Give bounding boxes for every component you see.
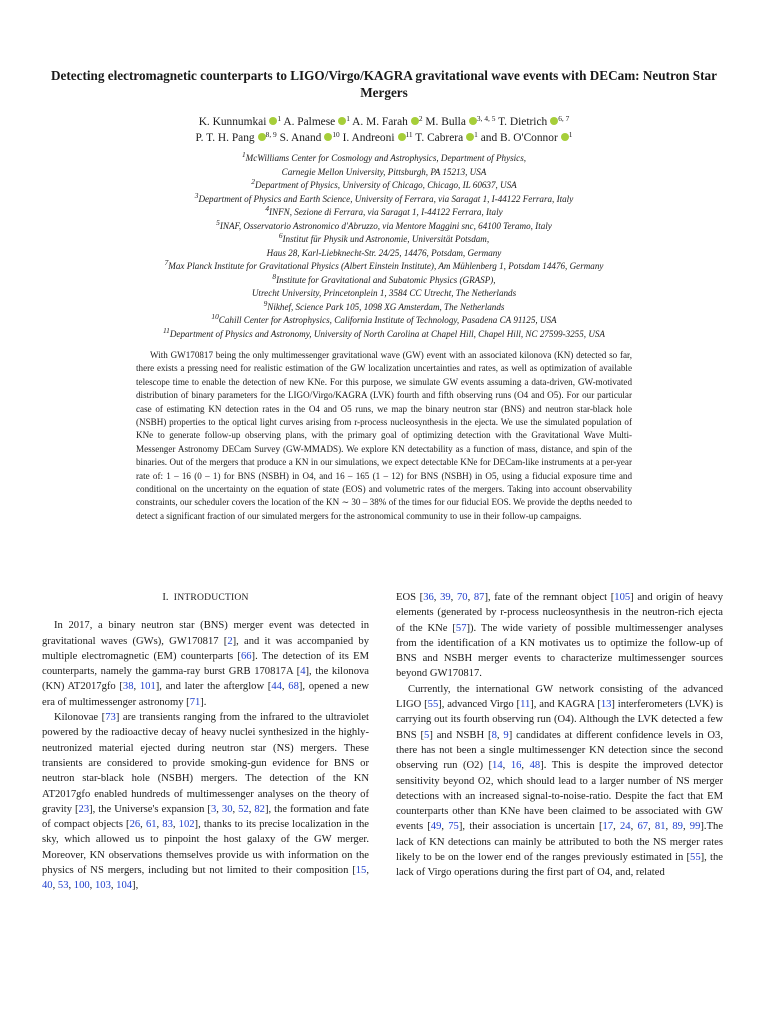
orcid-icon[interactable]: [411, 117, 419, 125]
orcid-icon[interactable]: [258, 133, 266, 141]
body-text: ,: [133, 681, 140, 693]
affiliation-text: Institute for Gravitational and Subatomic Physics (GRASP),: [276, 274, 496, 285]
citation-link[interactable]: 16: [510, 760, 522, 772]
body-text: ,: [156, 819, 163, 831]
affiliation-number: 3: [194, 190, 199, 200]
affiliation-text: Department of Physics and Astronomy, University of North Carolina at Chapel Hill, Chapel Hill, NC 27599-3255, USA: [169, 328, 605, 339]
affiliation-text: Nikhef, Science Park 105, 1098 XG Amsterdam, The Netherlands: [267, 301, 505, 312]
body-text: ], opened a new era of multimessenger astronomy [: [42, 681, 370, 708]
author-affiliation-number: 6, 7: [558, 114, 570, 123]
orcid-icon[interactable]: [550, 117, 558, 125]
citation-link[interactable]: 44: [271, 681, 282, 693]
citation-link[interactable]: 48: [529, 760, 541, 772]
paper-title: Detecting electromagnetic counterparts to LIGO/Virgo/KAGRA gravitational wave events with DECam: Neutron Star Mergers: [51, 68, 717, 100]
citation-link[interactable]: 55: [690, 852, 701, 864]
author: [500, 132, 572, 144]
affiliation-number: 9: [263, 298, 268, 308]
citation-link[interactable]: 105: [614, 592, 631, 603]
body-text: ], and later the afterglow [: [155, 681, 272, 693]
author-affiliation-number: 8, 9: [265, 130, 277, 139]
body-text: ].The lack of KN detections can mainly be attributed to both the NS merger rates likely to be on the lower end of the ranges previously estimated in [: [396, 821, 724, 864]
author-affiliation-number: 10: [332, 130, 340, 139]
body-text: ,: [433, 592, 441, 603]
affiliation: [40, 152, 728, 166]
citation-link[interactable]: 30: [221, 803, 233, 815]
body-text: ], the kilonova (KN) AT2017gfo [: [42, 666, 369, 693]
body-text: ],: [132, 880, 139, 892]
intro-paragraph-1: [42, 618, 369, 710]
affiliation: [40, 325, 728, 342]
affiliation: [40, 298, 728, 315]
body-text: Currently, the international GW network consisting of the advanced LIGO [: [396, 683, 723, 711]
affiliation: [40, 314, 728, 328]
affiliation: [40, 287, 728, 301]
author: [343, 132, 413, 144]
body-text: ], fate of the remnant object [: [484, 592, 615, 603]
citation-link[interactable]: 38: [122, 681, 134, 693]
body-text: ,: [450, 592, 457, 603]
citation-link[interactable]: 13: [600, 699, 612, 711]
author-line-2: P. T. H. Pang $^{8, 9}$ S. Anand $^{10}$ I. Andreoni $^{11}$ T. Cabrera $^1$ and B. O'Connor $^1$: [195, 130, 573, 144]
affiliation: [40, 247, 728, 261]
citation-link[interactable]: 66: [240, 650, 252, 662]
body-text: In 2017, a binary neutron star (BNS) merger event was detected in gravitational waves (GWs), GW170817 [: [42, 620, 369, 647]
section-heading: [42, 590, 369, 605]
body-text: ]. This is despite the improved detector sensitivity beyond O2, which should lead to a larger number of NS merger detections with an increased signal-to-noise-ratio. Despite the fact that EM counterparts other than KNe have been claimed to be associated with GW events [: [396, 760, 723, 833]
author-affiliation-number: 3, 4, 5: [476, 114, 496, 123]
body-text: ], and KAGRA [: [530, 699, 601, 711]
body-text: ,: [682, 821, 690, 833]
affiliation-number: 11: [163, 325, 170, 335]
affiliation-text: Department of Physics and Earth Science, University of Ferrara, via Saragat 1, I-44122 Ferrara, Italy: [198, 193, 574, 204]
author-name: B. O'Connor: [500, 132, 558, 144]
citation-link[interactable]: 102: [178, 819, 195, 831]
author-affiliation-number: 1: [474, 130, 478, 139]
author: [283, 116, 350, 128]
body-text: ].: [200, 696, 207, 708]
body-text: ,: [140, 819, 146, 831]
affiliation: [40, 206, 728, 220]
citation-link[interactable]: 8: [491, 729, 497, 741]
citation-link[interactable]: 71: [189, 696, 201, 708]
body-text: ,: [521, 760, 530, 772]
citation-link[interactable]: 101: [139, 681, 156, 693]
author-line-1: [40, 114, 728, 130]
citation-link[interactable]: 24: [619, 821, 631, 833]
author-name: A. M. Farah: [352, 116, 408, 128]
body-text: ,: [467, 592, 474, 603]
body-text: ,: [665, 821, 673, 833]
body-text: ] and NSBH [: [429, 729, 492, 741]
affiliation: [40, 271, 728, 288]
affiliation-text: Max Planck Institute for Gravitational Physics (Albert Einstein Institute), Am Mühlenberg 1, Potsdam 14476, Germany: [168, 261, 604, 271]
body-text: ]. The detection of its EM counterparts, namely the gamma-ray burst GRB 170817A [: [42, 650, 369, 678]
body-text: ,: [281, 681, 289, 693]
intro-paragraph-2: [42, 710, 369, 894]
citation-link[interactable]: 89: [672, 821, 683, 833]
orcid-icon[interactable]: [469, 117, 477, 125]
author-affiliation-number: 11: [405, 130, 413, 139]
affiliation-number: 1: [241, 150, 246, 159]
body-text: ,: [630, 821, 638, 833]
affiliation: [40, 217, 728, 234]
author-affiliation-number: 1: [568, 130, 573, 139]
citation-link[interactable]: 3: [210, 803, 217, 815]
body-text: ], their association is uncertain [: [458, 821, 603, 833]
citation-link[interactable]: 99: [689, 821, 701, 833]
author-name: S. Anand: [279, 132, 322, 144]
citation-link[interactable]: 39: [440, 592, 451, 603]
citation-link[interactable]: 26: [129, 819, 141, 831]
affiliation-text: Haus 28, Karl-Liebknecht-Str. 24/25, 14476, Potsdam, Germany: [266, 247, 502, 258]
affiliation-number: 6: [278, 231, 283, 240]
affiliation: [40, 166, 728, 180]
affiliation-number: 2: [251, 177, 255, 186]
body-text: ,: [172, 819, 179, 831]
affiliation-text: Institut für Physik und Astronomie, Universität Potsdam,: [282, 234, 490, 244]
orcid-icon[interactable]: [398, 133, 406, 141]
author-list: [40, 114, 728, 146]
author-name: T. Dietrich: [498, 116, 548, 128]
author: [425, 116, 495, 128]
body-text: ,: [68, 880, 74, 892]
orcid-icon[interactable]: [466, 133, 474, 141]
citation-link[interactable]: 82: [254, 803, 265, 815]
citation-link[interactable]: 23: [78, 803, 90, 815]
affiliation-number: 7: [164, 258, 169, 267]
affiliation-text: INFN, Sezione di Ferrara, via Saragat 1, I-44122 Ferrara, Italy: [269, 207, 503, 217]
section-number: I.: [162, 592, 169, 603]
citation-link[interactable]: 61: [145, 819, 157, 831]
citation-link[interactable]: 52: [238, 803, 249, 815]
author-name: T. Cabrera: [415, 132, 464, 144]
citation-link[interactable]: 67: [637, 821, 649, 833]
affiliation-number: 10: [211, 312, 219, 321]
intro-paragraph-3: [396, 590, 723, 682]
citation-link[interactable]: 87: [473, 592, 485, 603]
affiliation-number: 8: [272, 271, 277, 281]
citation-link[interactable]: 15: [355, 865, 367, 877]
affiliation-list: [40, 152, 728, 341]
author-name: A. Palmese: [283, 116, 336, 128]
author: [498, 116, 569, 128]
author-name: P. T. H. Pang: [195, 132, 255, 144]
author-name: K. Kunnumkai: [198, 116, 267, 128]
citation-link[interactable]: 73: [105, 712, 116, 724]
citation-link[interactable]: 75: [448, 821, 459, 833]
affiliation: [40, 190, 728, 207]
author: [415, 132, 478, 144]
right-column: [396, 590, 723, 881]
citation-link[interactable]: 70: [456, 592, 468, 603]
body-text: ], the lack of Virgo operations during the first part of O4, and, related: [396, 852, 723, 879]
body-text: ] interferometers (LVK) is carrying out its fourth observing run (O4). Although the LVK detected a few BNS [: [396, 699, 723, 741]
body-text: ], and it was accompanied by multiple electromagnetic (EM) counterparts [: [42, 635, 369, 662]
abstract: With GW170817 being the only multimessenger gravitational wave (GW) event with an associated kilonova (KN) detected so far, there exists a pressing need for realistic estimation of the GW localization uncertainties and rates, as well as optimization of available telescope time to enable the detection of new KNe. For this purpose, we simulate GW events assuming a data-driven, GW-motivated distribution of binary parameters for the LIGO/Virgo/KAGRA (LVK) fourth and fifth observing runs (O4 and O5). For our particular case of estimating KN detection rates in the O4 and O5 runs, we map the binary neutron star (BNS) and neutron star-black hole (NSBH) properties to the optical light curves arising from r-process nucleosynthesis in the ejecta. We use the simulated population of KNe to generate follow-up observing plans, with the primary goal of optimizing detection with the Gravitational Wave Multi-Messenger Astronomy DECam Survey (GW-MMADS). We explore KN detectability as a function of mass, distance, and spin of the binaries. Out of the mergers that produce a KN in our simulations, we expect detectable KNe for DECam-like instruments at a per-year rate of: 1 – 16 (0 – 1) for BNS (NSBH) in O4, and 16 – 165 (1 – 12) for BNS (NSBH) in O5, using a fiducial exposure time and conditional on the uncertainty on the equation of state (EOS) and volumetric rates of the mergers. Taking into account observability constraints, our scheduler covers the location of the KN ∼ 30 – 38% of the times for our fiducial EOS. We provide the depths needed to detect a significant fraction of our simulated mergers for the astronomical community to use in their follow-up campaigns.: [136, 350, 632, 521]
body-text: ], advanced Virgo [: [438, 699, 521, 711]
affiliation-number: 4: [265, 204, 270, 213]
body-text: Kilonovae [: [54, 712, 106, 724]
citation-link[interactable]: 14: [492, 760, 503, 772]
section-title: INTRODUCTION: [173, 592, 249, 603]
body-text: ], the Universe's expansion [: [89, 803, 211, 815]
author-affiliation-number: 1: [346, 114, 350, 123]
author-affiliation-number: 1: [277, 114, 282, 123]
citation-link[interactable]: 53: [57, 880, 69, 892]
body-text: ,: [613, 821, 620, 833]
citation-link[interactable]: 68: [288, 681, 299, 693]
body-text: ] and origin of heavy elements (generated by r-process nucleosynthesis in the neutron-rich ejecta of the KNe [: [396, 592, 723, 634]
citation-link[interactable]: 40: [42, 880, 53, 892]
affiliation-text: INAF, Osservatorio Astronomico d'Abruzzo, via Mentore Maggini snc, 64100 Teramo, Italy: [219, 220, 552, 231]
citation-link[interactable]: 103: [94, 880, 111, 892]
author: [280, 132, 340, 144]
body-text: ,: [232, 803, 239, 815]
body-text: ], the formation and fate of compact objects [: [42, 803, 369, 831]
body-text: ,: [496, 729, 504, 741]
citation-link[interactable]: 49: [430, 821, 442, 833]
body-text: ,: [110, 880, 117, 892]
author: [196, 132, 277, 144]
affiliation-text: McWilliams Center for Cosmology and Astrophysics, Department of Physics,: [245, 153, 527, 163]
citation-link[interactable]: 104: [116, 880, 133, 892]
affiliation-text: Department of Physics, University of Chicago, Chicago, IL 60637, USA: [254, 180, 517, 190]
citation-link[interactable]: 36: [423, 592, 434, 603]
body-text: ,: [248, 803, 255, 815]
author-name: M. Bulla: [425, 116, 466, 128]
left-column: [42, 590, 369, 894]
body-text: ] candidates at different confidence levels in O3, there has not been a single multimessenger KN detection since the second observing run (O2) [: [396, 729, 723, 772]
citation-link[interactable]: 83: [162, 819, 173, 831]
citation-link[interactable]: 2: [227, 635, 233, 647]
body-text: ,: [502, 760, 511, 772]
citation-link[interactable]: 4: [300, 666, 306, 678]
affiliation-number: 5: [216, 217, 220, 227]
affiliation: [40, 260, 728, 274]
author: [352, 116, 422, 128]
intro-paragraph-4: [396, 682, 723, 881]
citation-link[interactable]: 5: [424, 729, 430, 741]
author-name: I. Andreoni: [342, 132, 395, 144]
affiliation: [40, 233, 728, 247]
citation-link[interactable]: 55: [427, 699, 439, 711]
body-text: ,: [52, 880, 58, 892]
citation-link[interactable]: 17: [602, 821, 614, 833]
citation-link[interactable]: 9: [503, 729, 509, 741]
affiliation: [40, 179, 728, 193]
affiliation-text: Carnegie Mellon University, Pittsburgh, PA 15213, USA: [281, 166, 487, 177]
body-text: ] are transients ranging from the infrared to the ultraviolet powered by the radioactive decay of heavy nuclei synthesized in the highly-neutronized material ejected during neutron star (NS) mergers. These transients are considered to provide smoking-gun evidence for BNS or neutron star-black hole (NSBH) mergers. The detection of the KN AT2017gfo enabled hundreds of multimessenger analyses on the theory of gravity [: [42, 712, 369, 815]
body-text: ,: [89, 880, 95, 892]
citation-link[interactable]: 11: [520, 699, 531, 711]
body-text: EOS [: [396, 592, 424, 603]
body-text: ,: [648, 821, 655, 833]
author: [199, 116, 281, 128]
body-text: ,: [216, 803, 222, 815]
orcid-icon[interactable]: [561, 133, 569, 141]
body-text: ]). The wide variety of possible multimessenger analyses from the identification of a KN motivates us to optimize the follow-up of BNS and NSBH merger events to characterize multimessenger sources beyond GW170817.: [396, 622, 724, 680]
body-text: ,: [366, 865, 369, 877]
citation-link[interactable]: 81: [654, 821, 666, 833]
citation-link[interactable]: 100: [73, 880, 90, 892]
body-text: ,: [441, 821, 449, 833]
body-text: ], thanks to its precise localization in the sky, which allowed us to pinpoint the host galaxy of the GW merger. Moreover, KN observations themselves provide us with information on the physics of NS mergers, including but not limited to their composition [: [42, 819, 370, 877]
affiliation-text: Cahill Center for Astrophysics, California Institute of Technology, Pasadena CA 91125, USA: [218, 315, 557, 325]
author-affiliation-number: 2: [418, 114, 423, 123]
affiliation-text: Utrecht University, Princetonplein 1, 3584 CC Utrecht, The Netherlands: [251, 288, 517, 298]
citation-link[interactable]: 57: [455, 622, 467, 634]
